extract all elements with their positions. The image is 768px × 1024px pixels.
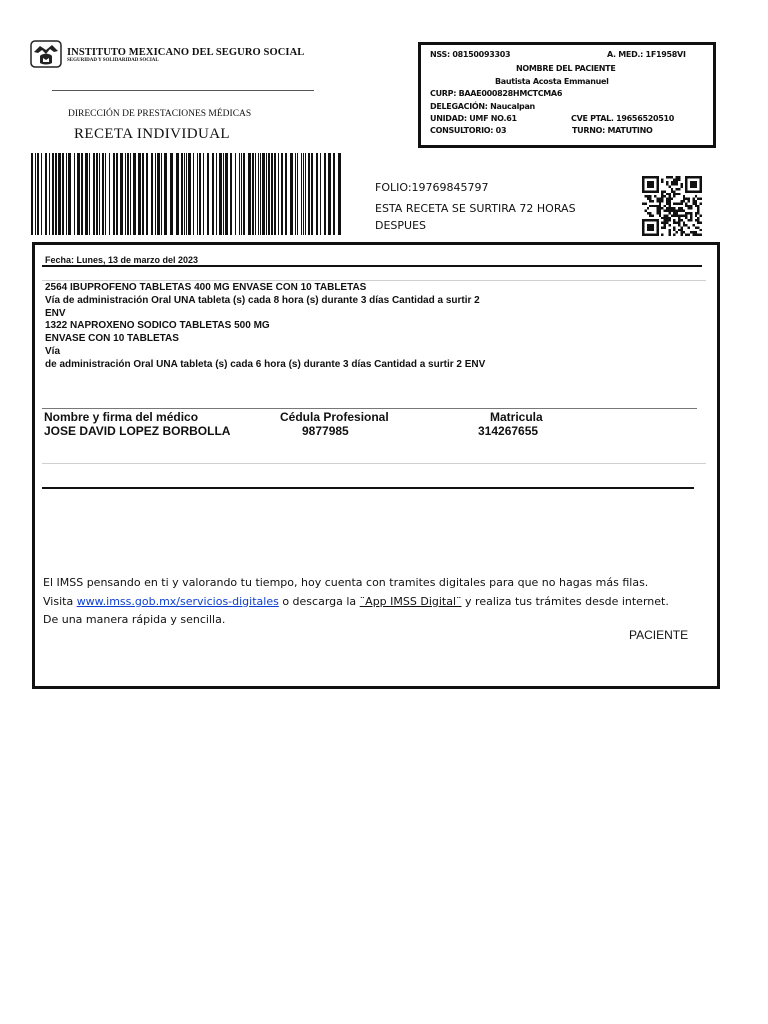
digital-services-message [43, 574, 708, 630]
cedula-value: 9877985 [302, 424, 349, 438]
barcode-icon [31, 153, 341, 235]
prescription-line: ENVASE CON 10 TABLETAS [45, 333, 179, 345]
message-line-3: De una manera rápida y sencilla. [43, 613, 226, 626]
digital-services-link[interactable]: www.imss.gob.mx/servicios-digitales [76, 594, 279, 608]
visit-suffix: y realiza tus trámites desde internet. [461, 594, 669, 608]
patient-info-box [418, 42, 716, 148]
signature-top-divider [42, 408, 697, 409]
prescription-top-divider [42, 280, 706, 281]
curp-value: CURP: BAAE000828HMCTCMA6 [430, 89, 563, 98]
message-line-2 [43, 593, 708, 612]
prescription-line: Vía [45, 345, 61, 357]
prescription-line: 1322 NAPROXENO SODICO TABLETAS 500 MG [45, 320, 270, 332]
prescription-line: de administración Oral UNA tableta (s) cada 6 hora (s) durante 3 días Cantidad a surtir 2 ENV [45, 358, 486, 370]
unidad-value: UNIDAD: UMF NO.61 [430, 114, 517, 123]
matricula-label: Matricula [490, 410, 543, 424]
institution-subtitle: SEGURIDAD Y SOLIDARIDAD SOCIAL [67, 58, 159, 63]
turno-value: TURNO: MATUTINO [572, 126, 653, 135]
folio-note: ESTA RECETA SE SURTIRA 72 HORAS DESPUES [375, 202, 576, 232]
consultorio-value: CONSULTORIO: 03 [430, 126, 507, 135]
visit-middle: o descarga la [278, 594, 360, 608]
document-title: RECETA INDIVIDUAL [74, 126, 230, 142]
date-underline [42, 265, 702, 267]
matricula-value: 314267655 [478, 424, 539, 438]
visit-prefix: Visita [43, 594, 77, 608]
prescription-body [45, 282, 685, 372]
message-line-1: El IMSS pensando en ti y valorando tu tiempo, hoy cuenta con tramites digitales para que no hagas más filas. [43, 576, 649, 589]
prescription-line: ENV [45, 307, 66, 319]
nss-value: NSS: 08150093303 [430, 50, 511, 59]
copy-label: PACIENTE [629, 628, 689, 642]
prescription-line: Vía de administración Oral UNA tableta (s) cada 8 hora (s) durante 3 días Cantidad a surtir 2 [45, 294, 480, 306]
doctor-name-label: Nombre y firma del médico [44, 410, 199, 424]
prescription-line: 2564 IBUPROFENO TABLETAS 400 MG ENVASE CON 10 TABLETAS [45, 282, 367, 293]
patient-name-label: NOMBRE DEL PACIENTE [516, 64, 616, 73]
prescription-date: Fecha: Lunes, 13 de marzo del 2023 [45, 255, 199, 265]
footer-divider [42, 487, 694, 489]
direction-label: DIRECCIÓN DE PRESTACIONES MÉDICAS [68, 109, 252, 119]
delegacion-value: DELEGACIÓN: Naucalpan [430, 102, 535, 111]
patient-name: Bautista Acosta Emmanuel [495, 77, 609, 86]
app-name: ¨App IMSS Digital¨ [359, 594, 462, 608]
qr-code-icon [642, 176, 702, 236]
folio-number: FOLIO:19769845797 [375, 181, 489, 194]
a-med-value: A. MED.: 1F1958VI [607, 50, 686, 59]
cedula-label: Cédula Profesional [280, 410, 389, 424]
imss-eagle-logo-icon [30, 40, 62, 68]
header-divider [52, 90, 314, 91]
cve-ptal-value: CVE PTAL. 19656520510 [571, 114, 675, 123]
signature-bottom-divider [42, 463, 706, 464]
doctor-name: JOSE DAVID LOPEZ BORBOLLA [44, 424, 231, 438]
institution-name: INSTITUTO MEXICANO DEL SEGURO SOCIAL [67, 47, 305, 58]
